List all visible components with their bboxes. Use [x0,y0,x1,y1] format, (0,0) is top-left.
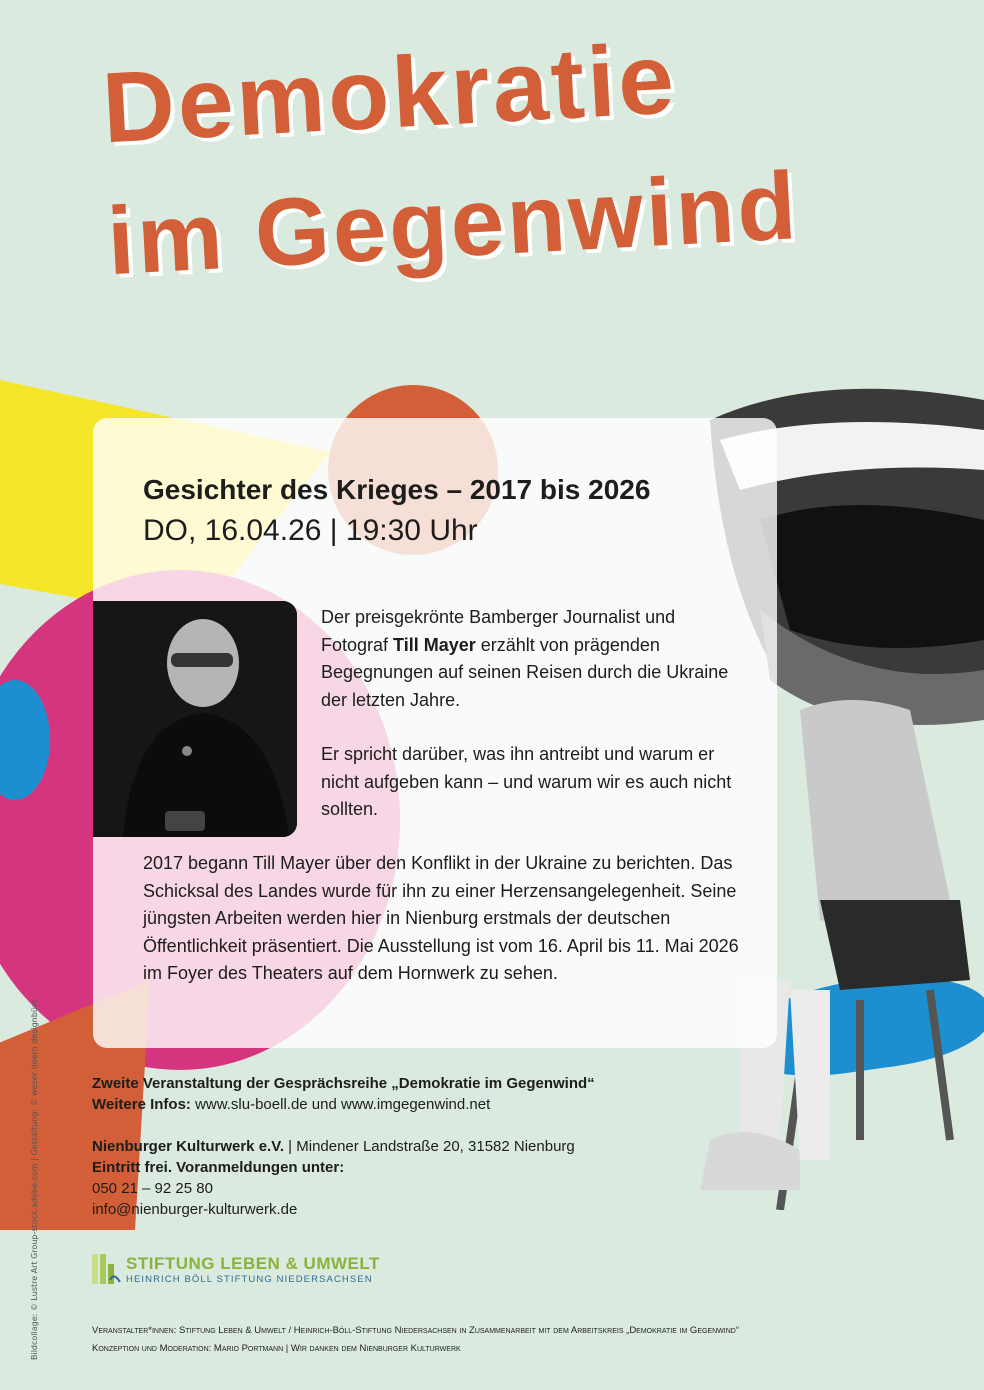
event-card [93,418,777,1048]
logo-subtitle: HEINRICH BÖLL STIFTUNG NIEDERSACHSEN [126,1274,373,1285]
phone-number[interactable]: 050 21 – 92 25 80 [92,1180,213,1197]
entry-line: Eintritt frei. Voranmeldungen unter: [92,1159,345,1176]
intro-text [321,604,741,851]
event-title: Gesichter des Krieges – 2017 bis 2026 [143,474,651,505]
series-line: Zweite Veranstaltung der Gesprächsreihe „Demokratie im Gegenwind“ [92,1075,595,1092]
body-paragraph: 2017 begann Till Mayer über den Konflikt in der Ukraine zu berichten. Das Schicksal des Landes wurde für ihn zu einer Herzensangelegenheit. Seine jüngsten Arbeiten werden hier in Nienburg erstmals der deutschen Öffentlichkeit präsentiert. Die Ausstellung ist vom 16. April bis 11. Mai 2026 im Foyer des Theaters auf dem Hornwerk zu sehen. [143,853,739,983]
intro-paragraph-1 [321,604,741,714]
speaker-name: Till Mayer [393,634,476,655]
venue-name: Nienburger Kulturwerk e.V. [92,1138,284,1155]
logo-title: STIFTUNG LEBEN & UMWELT [126,1254,380,1273]
organizers-line-1: Veranstalter*innen: Stiftung Leben & Umwelt / Heinrich-Böll-Stiftung Niedersachsen in Zusammenarbeit mit dem Arbeitskreis „Demokratie im Gegenwind“ [92,1325,739,1336]
headline-line-2: im Gegenwind [104,152,802,296]
foundation-logo[interactable] [92,1254,392,1288]
more-info-links[interactable]: www.slu-boell.de und www.imgegenwind.net [195,1096,491,1113]
venue-address: | Mindener Landstraße 20, 31582 Nienburg [288,1138,575,1155]
image-credit: Bildcollage: © Lustre Art Group-stock.adobe.com | Gestaltung: © weser deern designbüro [30,999,39,1360]
organizers-line-2: Konzeption und Moderation: Mario Portmann | Wir danken dem Nienburger Kulturwerk [92,1343,461,1354]
email-address[interactable]: info@nienburger-kulturwerk.de [92,1201,298,1218]
event-info [92,1073,712,1220]
intro-text-after-name: erzählt von prägenden Begegnungen auf seinen Reisen durch die Ukraine der letzten Jahre. [321,634,729,710]
speaker-photo [93,601,297,837]
headline-line-1: Demokratie [99,22,680,165]
more-info-line [92,1094,712,1115]
more-info-label: Weitere Infos: [92,1096,191,1113]
venue-line [92,1136,712,1157]
foundation-logo-icon [92,1254,122,1284]
organizers [92,1322,972,1358]
intro-paragraph-2: Er spricht darüber, was ihn antreibt und warum er nicht aufgeben kann – und warum wir es auch nicht sollten. [321,744,732,819]
event-date: DO, 16.04.26 | 19:30 Uhr [143,514,478,547]
intro-text-before-name: Der preisgekrönte Bamberger Journalist und Fotograf [321,607,676,655]
headline [70,14,961,296]
